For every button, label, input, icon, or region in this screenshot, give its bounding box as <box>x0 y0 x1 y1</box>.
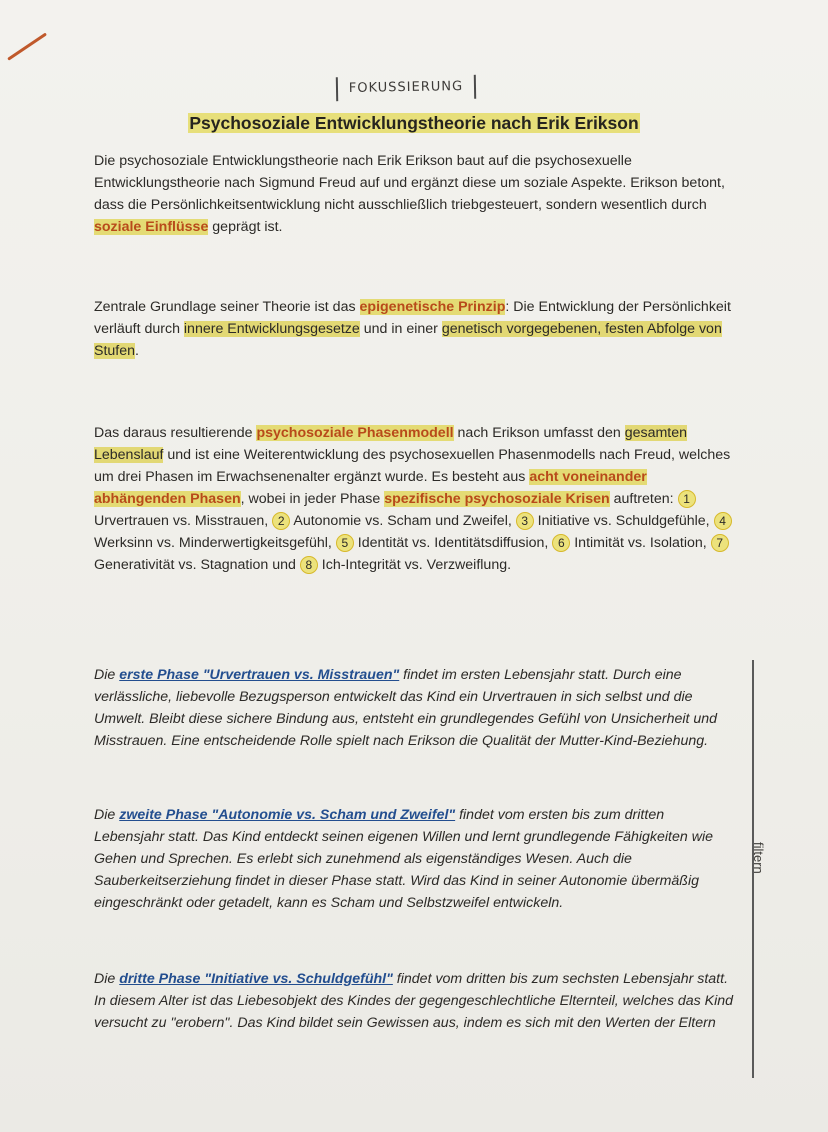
text: geprägt ist. <box>208 219 283 235</box>
text: nach Erikson umfasst den <box>453 425 625 441</box>
text: . <box>135 343 139 359</box>
phase-number: 6 <box>552 534 570 552</box>
highlight: soziale Einflüsse <box>94 219 209 235</box>
phase-title: zweite Phase "Autonomie vs. Scham und Zweifel" <box>119 807 456 823</box>
highlight: gesamten Lebenslauf <box>94 425 688 463</box>
paragraph-phase-3 <box>94 968 734 1034</box>
phase-text: Autonomie vs. Scham und Zweifel, <box>290 513 516 529</box>
phase-text: Werksinn vs. Minderwertigkeitsgefühl, <box>94 535 336 551</box>
text: Zentrale Grundlage seiner Theorie ist das <box>94 299 360 315</box>
text: : Die Entwicklung der Persönlichkeit verläuft durch <box>94 299 731 337</box>
title-text: Psychosoziale Entwicklungstheorie nach Erik Erikson <box>189 113 639 133</box>
phase-text: Ich-Integrität vs. Verzweiflung. <box>317 557 512 573</box>
paragraph-phase-2 <box>94 804 734 914</box>
text: Die <box>94 971 120 987</box>
phase-text: Identität vs. Identitätsdiffusion, <box>353 535 553 551</box>
section-stamp: FOKUSSIERUNG <box>336 75 476 101</box>
text: Die <box>94 667 120 683</box>
phase-number: 2 <box>272 512 290 530</box>
phase-number: 5 <box>336 534 354 552</box>
text: und in einer <box>359 321 442 337</box>
highlight: genetisch vorgegebenen, festen Abfolge von Stufen <box>94 321 722 359</box>
text: , wobei in jeder Phase <box>240 491 385 507</box>
phase-title: erste Phase "Urvertrauen vs. Misstrauen" <box>119 667 400 683</box>
phase-title: dritte Phase "Initiative vs. Schuldgefühl" <box>119 971 393 987</box>
highlight: spezifische psychosoziale Krisen <box>384 491 610 507</box>
phase-text: Generativität vs. Stagnation und <box>94 557 300 573</box>
phase-number: 8 <box>300 556 318 574</box>
text: Die <box>94 807 120 823</box>
margin-note: filtern <box>751 842 766 874</box>
phase-text: Intimität vs. Isolation, <box>570 535 711 551</box>
phase-number: 7 <box>711 534 729 552</box>
highlight: epigenetische Prinzip <box>359 299 506 315</box>
text: Die psychosoziale Entwicklungstheorie nach Erik Erikson baut auf die psychosexuelle Entwicklungstheorie nach Sigmund Freud auf und ergänzt diese um soziale Aspekte. Erikson betont, dass die Persönlichkeitsentwicklung nicht ausschließlich triebgesteuert, sondern wesentlich durch <box>94 153 725 213</box>
page-title <box>100 113 728 134</box>
phase-text: Urvertrauen vs. Misstrauen, <box>94 513 273 529</box>
paragraph-epigenetic <box>94 296 734 362</box>
highlight: acht voneinander abhängenden Phasen <box>94 469 647 507</box>
paragraph-phase-1 <box>94 664 734 752</box>
text: Das daraus resultierende <box>94 425 257 441</box>
text: findet vom dritten bis zum sechsten Lebensjahr statt. In diesem Alter ist das Liebesobjekt des Kindes der gegengeschlechtliche Elternteil, welches das Kind versucht zu "erobern". Das Kind bildet sein Gewissen aus, indem es sich mit den Werten der Eltern <box>94 971 734 1031</box>
text: findet vom ersten bis zum dritten Lebensjahr statt. Das Kind entdeckt seinen eigenen Willen und lernt grundlegende Fähigkeiten wie Gehen und Sprechen. Es erlebt sich zunehmend als eigenständiges Wesen. Auch die Sauberkeitserziehung findet in dieser Phase statt. Wird das Kind in seiner Autonomie übermäßig eingeschränkt oder getadelt, kann es Scham und Selbstzweifel entwickeln. <box>94 807 714 911</box>
highlight: psychosoziale Phasenmodell <box>256 425 454 441</box>
paragraph-intro <box>94 150 734 238</box>
highlight: innere Entwicklungsgesetze <box>183 321 360 337</box>
text: auftreten: <box>609 491 678 507</box>
phase-number: 4 <box>714 512 732 530</box>
text: und ist eine Weiterentwicklung des psychosexuellen Phasenmodells nach Freud, welches um drei Phasen im Erwachsenenalter ergänzt wurde. Es besteht aus <box>94 447 731 485</box>
paragraph-phasemodel <box>94 422 734 576</box>
phase-text: Initiative vs. Schuldgefühle, <box>533 513 714 529</box>
phase-number: 1 <box>678 490 696 508</box>
text: findet im ersten Lebensjahr statt. Durch eine verlässliche, liebevolle Bezugsperson entwickelt das Kind ein Urvertrauen in sich selbst und die Umwelt. Bleibt diese sichere Bindung aus, entsteht ein grundlegendes Gefühl von Unsicherheit und Misstrauen. Eine entscheidende Rolle spielt nach Erikson die Qualität der Mutter-Kind-Beziehung. <box>94 667 718 749</box>
phase-number: 3 <box>516 512 534 530</box>
